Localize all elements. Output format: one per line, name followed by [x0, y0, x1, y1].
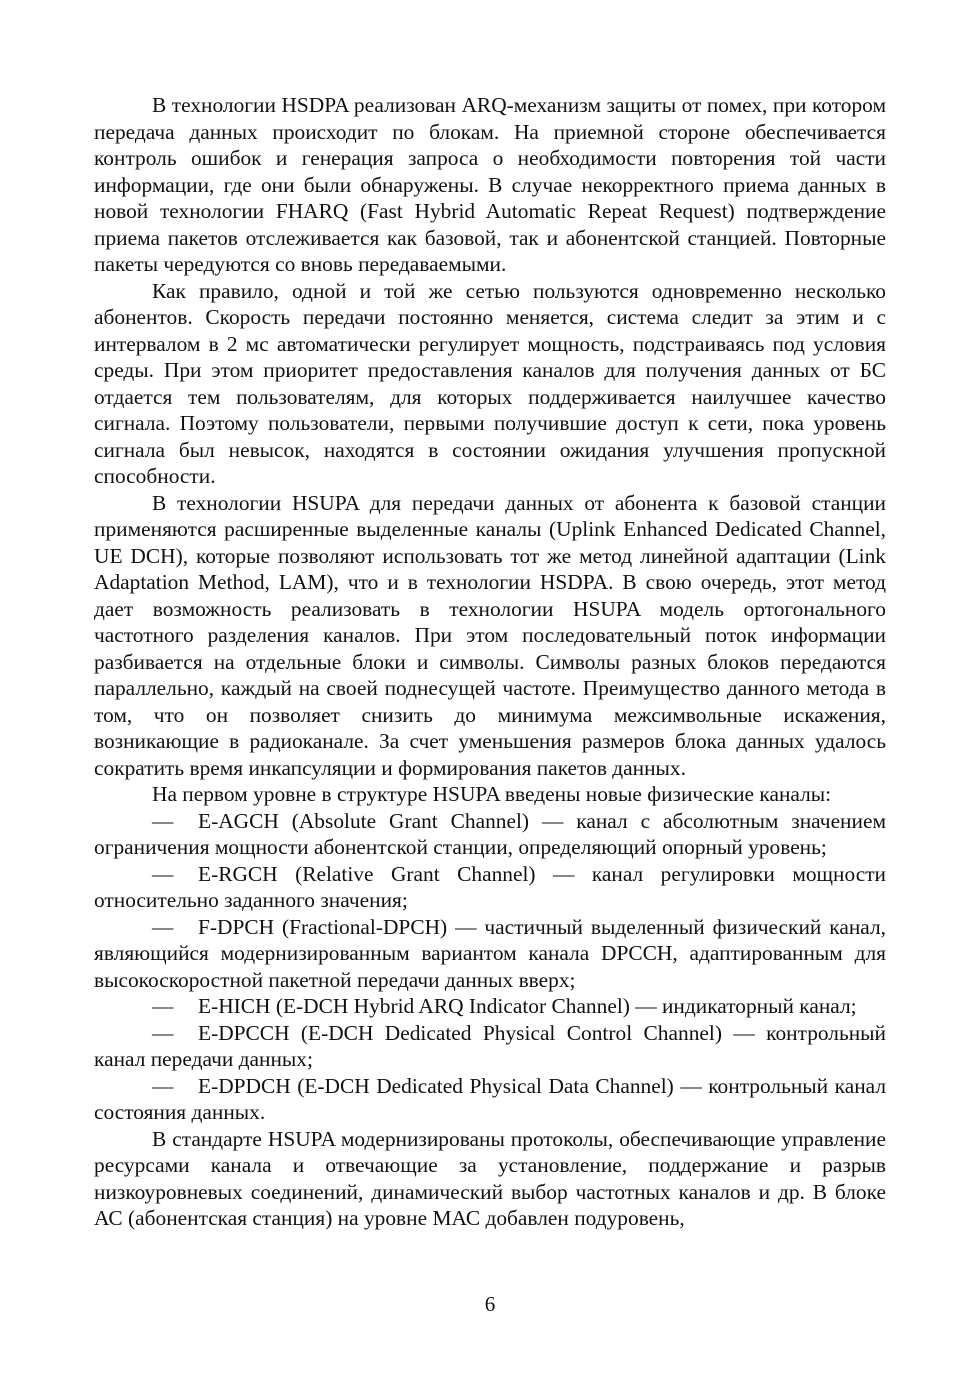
list-item-f-dpch	[94, 914, 886, 994]
list-item-text: E-HICH (E-DCH Hybrid ARQ Indicator Channel) — индикаторный канал;	[198, 994, 857, 1018]
list-dash: —	[152, 808, 174, 833]
paragraph-hsupa: В технологии HSUPA для передачи данных от абонента к базовой станции применяются расширенные выделенные каналы (Uplink Enhanced Dedicated Channel, UE DCH), которые позволяют использовать тот же метод линейной адаптации (Link Adaptation Method, LAM), что и в технологии HSDPA. В свою очередь, этот метод дает возможность реализовать в технологии HSUPA модель ортогонального частотного разделения каналов. При этом последовательный поток информации разбивается на отдельные блоки и символы. Символы разных блоков передаются параллельно, каждый на своей поднесущей частоте. Преимущество данного метода в том, что он позволяет снизить до минимума межсимвольные искажения, возникающие в радиоканале. За счет уменьшения размеров блока данных удалось сократить время инкапсуляции и формирования пакетов данных.	[94, 490, 886, 780]
list-item-text: E-DPCCH (E-DCH Dedicated Physical Control Channel) — контрольный канал передачи данных;	[94, 1020, 886, 1071]
page-body	[94, 92, 886, 1232]
paragraph-channels-intro: На первом уровне в структуре HSUPA введены новые физические каналы:	[152, 782, 832, 806]
paragraph-hsupa-protocols: В стандарте HSUPA модернизированы протоколы, обеспечивающие управление ресурсами канала и отвечающие за установление, поддержание и разрыв низкоуровневых соединений, динамический выбор частотных каналов и др. В блоке АС (абонентская станция) на уровне МАС добавлен подуровень,	[94, 1126, 886, 1230]
list-item-e-agch	[94, 808, 886, 861]
list-item-e-rgch	[94, 861, 886, 914]
list-item-text: E-AGCH (Absolute Grant Channel) — канал с абсолютным значением ограничения мощности абонентской станции, определяющий опорный уровень;	[94, 808, 886, 859]
list-item-text: E-DPDCH (E-DCH Dedicated Physical Data Channel) — контрольный канал состояния данных.	[94, 1073, 886, 1124]
list-item-text: F-DPCH (Fractional-DPCH) — частичный выделенный физический канал, являющийся модернизированным вариантом канала DPCCH, адаптированным для высокоскоростной пакетной передачи данных вверх;	[94, 914, 886, 992]
list-dash: —	[152, 1020, 174, 1045]
list-dash: —	[152, 914, 174, 939]
list-item-text: E-RGCH (Relative Grant Channel) — канал регулировки мощности относительно заданного значения;	[94, 861, 886, 912]
paragraph-subscribers: Как правило, одной и той же сетью пользуются одновременно несколько абонентов. Скорость передачи постоянно меняется, система следит за этим и с интервалом в 2 мс автоматически регулирует мощность, подстраиваясь под условия среды. При этом приоритет предоставления каналов для получения данных от БС отдается тем пользователям, для которых поддерживается наилучшее качество сигнала. Поэтому пользователи, первыми получившие доступ к сети, пока уровень сигнала был невысок, находятся в состоянии ожидания улучшения пропускной способности.	[94, 278, 886, 488]
list-item-e-dpdch	[94, 1073, 886, 1126]
list-dash: —	[152, 994, 174, 1018]
list-dash: —	[152, 861, 174, 886]
paragraph-hsdpa-arq: В технологии HSDPA реализован ARQ-механизм защиты от помех, при котором передача данных происходит по блокам. На приемной стороне обеспечивается контроль ошибок и генерация запроса о необходимости повторения той части информации, где они были обнаружены. В случае некорректного приема данных в новой технологии FHARQ (Fast Hybrid Automatic Repeat Request) подтверждение приема пакетов отслеживается как базовой, так и абонентской станцией. Повторные пакеты чередуются со вновь передаваемыми.	[94, 93, 886, 276]
page-number: 6	[484, 1292, 496, 1316]
list-dash: —	[152, 1073, 174, 1098]
list-item-e-hich	[94, 993, 886, 1020]
list-item-e-dpcch	[94, 1020, 886, 1073]
